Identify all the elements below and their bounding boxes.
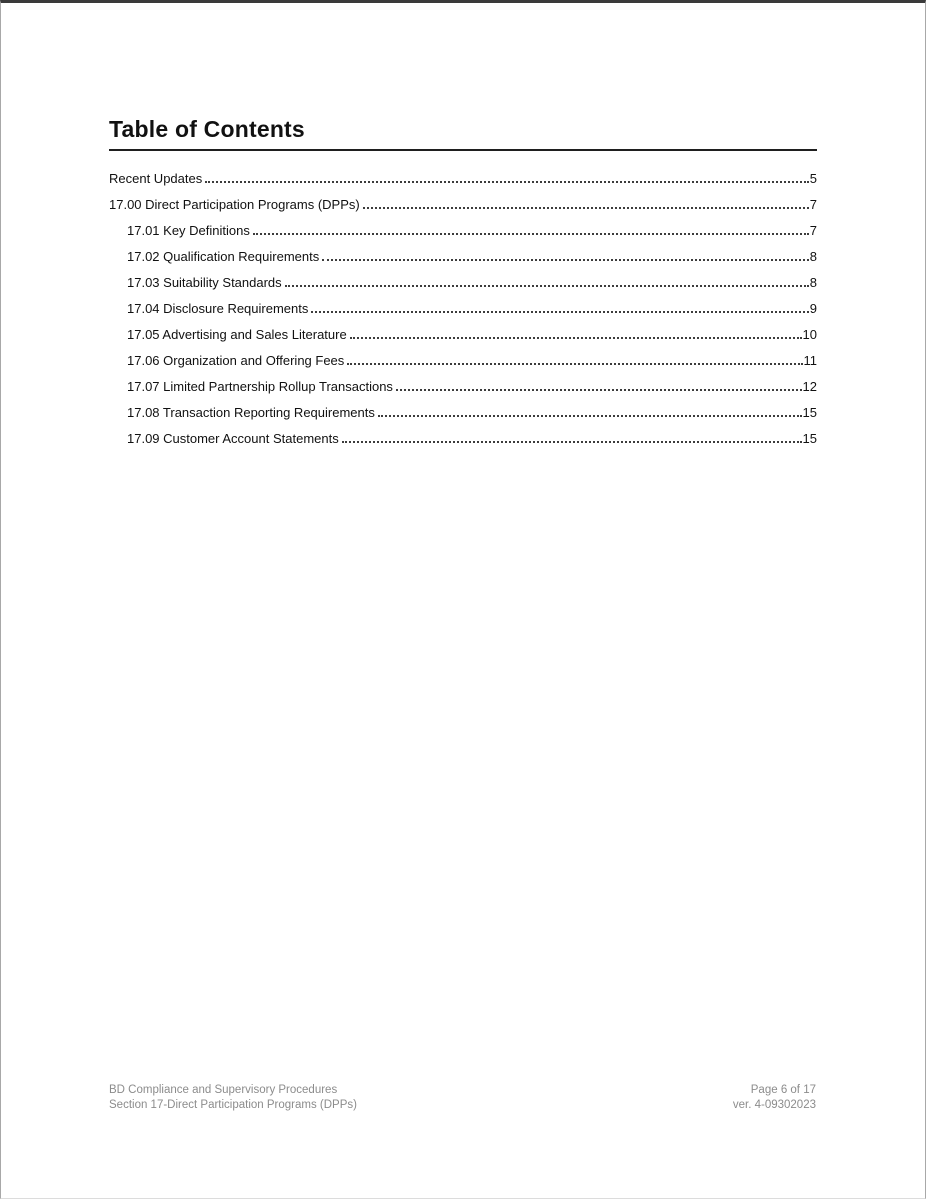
toc-entry[interactable] <box>109 218 817 244</box>
toc-entry-label: 17.06 Organization and Offering Fees <box>127 353 345 368</box>
footer-right <box>733 1083 816 1112</box>
page-footer <box>109 1083 816 1112</box>
toc-dot-leader <box>253 233 809 235</box>
toc-entry-label: 17.08 Transaction Reporting Requirements <box>127 405 375 420</box>
page-title: Table of Contents <box>109 116 305 142</box>
toc-dot-leader <box>342 441 802 443</box>
toc-entry[interactable] <box>109 296 817 322</box>
toc-dot-leader <box>350 337 802 339</box>
toc-dot-leader <box>285 285 809 287</box>
toc-entry-label: 17.01 Key Definitions <box>127 223 250 238</box>
toc-entry-label: 17.05 Advertising and Sales Literature <box>127 327 347 342</box>
toc-entry[interactable] <box>109 192 817 218</box>
toc-entry[interactable] <box>109 426 817 452</box>
footer-section-title: Section 17-Direct Participation Programs (DPPs) <box>109 1098 357 1111</box>
toc-dot-leader <box>311 311 808 313</box>
toc-entry[interactable] <box>109 244 817 270</box>
toc-entry-label: 17.04 Disclosure Requirements <box>127 301 309 316</box>
toc-entry[interactable] <box>109 166 817 192</box>
toc-entry-label: 17.00 Direct Participation Programs (DPPs) <box>109 197 360 212</box>
toc-entry-page-number: 9 <box>809 301 817 316</box>
toc-entry-page-number: 10 <box>802 327 817 342</box>
toc-section <box>109 115 817 452</box>
toc-entry-page-number: 12 <box>802 379 817 394</box>
toc-entry-page-number: 7 <box>809 223 817 238</box>
toc-entry-page-number: 11 <box>803 353 817 368</box>
footer-left <box>109 1083 357 1112</box>
toc-entry-page-number: 15 <box>802 431 817 446</box>
toc-entry-page-number: 15 <box>802 405 817 420</box>
toc-entry[interactable] <box>109 348 817 374</box>
toc-entry-page-number: 5 <box>809 171 817 186</box>
toc-dot-leader <box>396 389 802 391</box>
toc-entry-page-number: 7 <box>809 197 817 212</box>
toc-entry-page-number: 8 <box>809 249 817 264</box>
toc-entry-label: 17.03 Suitability Standards <box>127 275 282 290</box>
toc-entry[interactable] <box>109 400 817 426</box>
footer-page-number: Page 6 of 17 <box>750 1084 816 1096</box>
toc-entry[interactable] <box>109 374 817 400</box>
toc-entry-page-number: 8 <box>809 275 817 290</box>
toc-dot-leader <box>378 415 802 417</box>
toc-dot-leader <box>363 207 809 209</box>
footer-document-title: BD Compliance and Supervisory Procedures <box>109 1084 338 1096</box>
toc-list <box>109 166 817 452</box>
toc-entry[interactable] <box>109 270 817 296</box>
toc-dot-leader <box>347 363 802 365</box>
toc-entry-label: 17.09 Customer Account Statements <box>127 431 339 446</box>
footer-version: ver. 4-09302023 <box>732 1098 816 1111</box>
title-rule <box>109 149 817 151</box>
toc-entry-label: 17.02 Qualification Requirements <box>127 249 320 264</box>
toc-entry-label: 17.07 Limited Partnership Rollup Transactions <box>127 379 393 394</box>
toc-dot-leader <box>205 181 809 183</box>
toc-entry[interactable] <box>109 322 817 348</box>
toc-dot-leader <box>322 259 809 261</box>
toc-entry-label: Recent Updates <box>109 171 203 186</box>
